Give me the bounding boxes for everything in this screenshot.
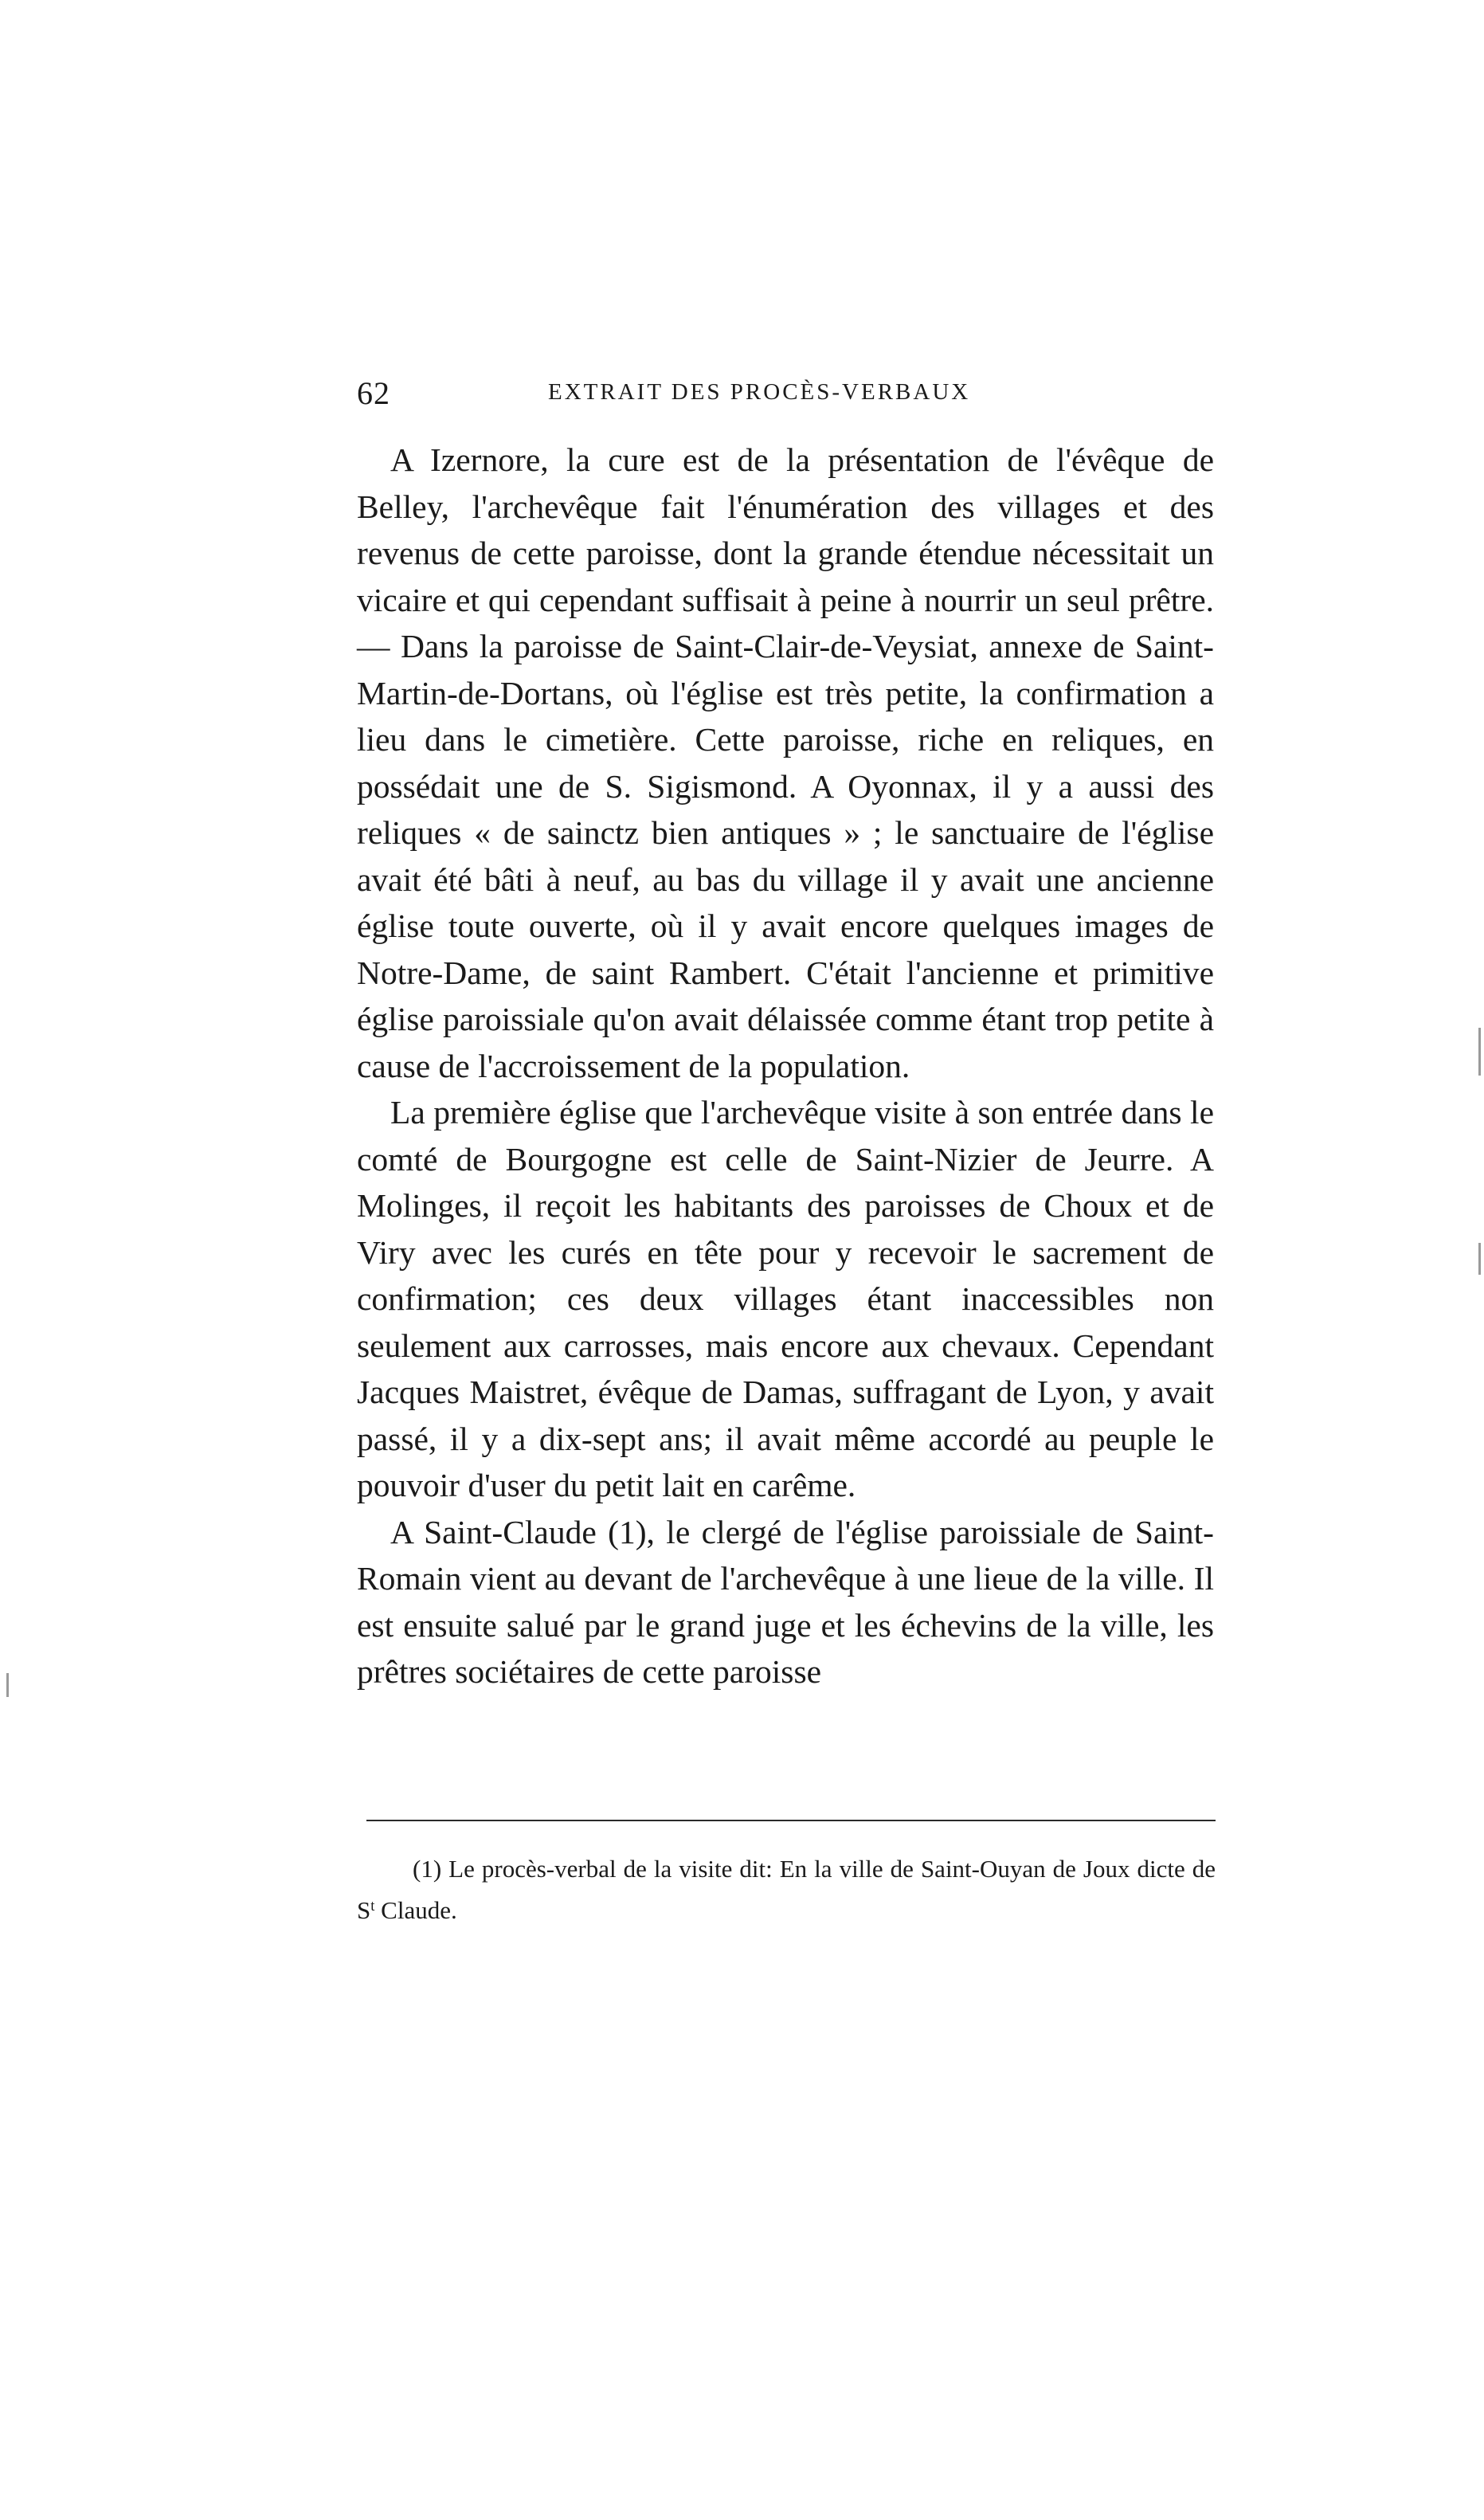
scan-edge-mark <box>1478 1028 1481 1076</box>
footnote-separator <box>366 1820 1216 1821</box>
footnote-text: Le procès-verbal de la visite dit: En la ville de Saint-Ouyan de Joux dicte de S <box>357 1855 1216 1924</box>
footnote <box>357 1848 1216 1931</box>
paragraph-bourgogne: La première église que l'archevêque visite à son entrée dans le comté de Bourgogne est celle de Saint-Nizier de Jeurre. A Molinges, il reçoit les habitants des paroisses de Choux et de Viry avec les curés en tête pour y recevoir le sacrement de confirmation; ces deux villages étant inaccessibles non seulement aux carrosses, mais encore aux chevaux. Cependant Jacques Maistret, évêque de Damas, suffragant de Lyon, y avait passé, il y a dix-sept ans; il avait même accordé au peuple le pouvoir d'user du petit lait en carême. <box>357 1094 1214 1503</box>
scan-edge-mark <box>6 1673 9 1697</box>
footnote-text-end: Claude. <box>374 1896 457 1924</box>
running-head <box>357 374 1214 422</box>
paragraph-saint-claude: A Saint-Claude (1), le clergé de l'église paroissiale de Saint-Romain vient au devant de l'archevêque à une lieue de la ville. Il est ensuite salué par le grand juge et les échevins de la ville, les prêtres sociétaires de cette paroisse <box>357 1513 1214 1690</box>
scan-edge-mark <box>1478 1243 1481 1275</box>
paragraph-izernore: A Izernore, la cure est de la présentation de l'évêque de Belley, l'archevêque fait l'énumération des villages et des revenus de cette paroisse, dont la grande étendue nécessitait un vicaire et qui cependant suffisait à peine à nourrir un seul prêtre. — Dans la paroisse de Saint-Clair-de-Veysiat, annexe de Saint-Martin-de-Dortans, où l'église est très petite, la confirmation a lieu dans le cimetière. Cette paroisse, riche en reliques, en possédait une de S. Sigismond. A Oyonnax, il y a aussi des reliques « de sainctz bien antiques » ; le sanctuaire de l'église avait été bâti à neuf, au bas du village il y avait une ancienne église toute ouverte, où il y avait encore quelques images de Notre-Dame, de saint Rambert. C'était l'ancienne et primitive église paroissiale qu'on avait délaissée comme étant trop petite à cause de l'accroissement de la population. <box>357 441 1214 1084</box>
running-title: EXTRAIT DES PROCÈS-VERBAUX <box>548 379 971 405</box>
page-number: 62 <box>357 375 390 411</box>
body-text <box>357 437 1214 1695</box>
footnote-marker: (1) <box>413 1855 442 1883</box>
footnote-superscript: t <box>370 1897 375 1914</box>
